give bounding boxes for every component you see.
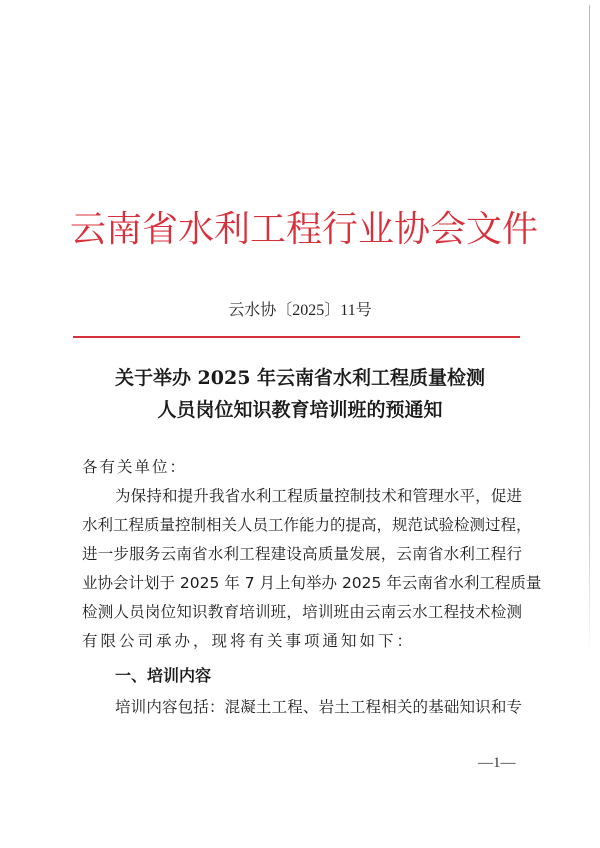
page-edge-line — [589, 5, 590, 655]
notice-title-line-2: 人员岗位知识教育培训班的预通知 — [157, 399, 443, 421]
body-paragraph-line: 业协会计划于 2025 年 7 月上旬举办 2025 年云南省水利工程质量 — [82, 574, 542, 592]
body-paragraph-line: 进一步服务云南省水利工程建设高质量发展，云南省水利工程行 — [82, 545, 522, 563]
body-paragraph-line: 为保持和提升我省水利工程质量控制技术和管理水平，促进 — [115, 487, 522, 505]
body-paragraph-line: 有限公司承办，现将有关事项通知如下： — [82, 632, 416, 650]
red-header-title: 云南省水利工程行业协会文件 — [70, 209, 539, 250]
page-number: —1— — [478, 755, 516, 771]
section-heading-training-content: 一、培训内容 — [115, 666, 212, 685]
body-paragraph-line: 检测人员岗位知识教育培训班，培训班由云南云水工程技术检测 — [82, 603, 522, 621]
section-body-line: 培训内容包括：混凝土工程、岩土工程相关的基础知识和专 — [115, 698, 522, 716]
salutation: 各有关单位： — [82, 458, 188, 476]
red-divider-rule — [73, 336, 520, 338]
body-paragraph-line: 水利工程质量控制相关人员工作能力的提高，规范试验检测过程， — [82, 516, 532, 534]
document-number: 云水协〔2025〕11号 — [228, 302, 372, 319]
notice-title-line-1: 关于举办 2025 年云南省水利工程质量检测 — [114, 367, 486, 389]
